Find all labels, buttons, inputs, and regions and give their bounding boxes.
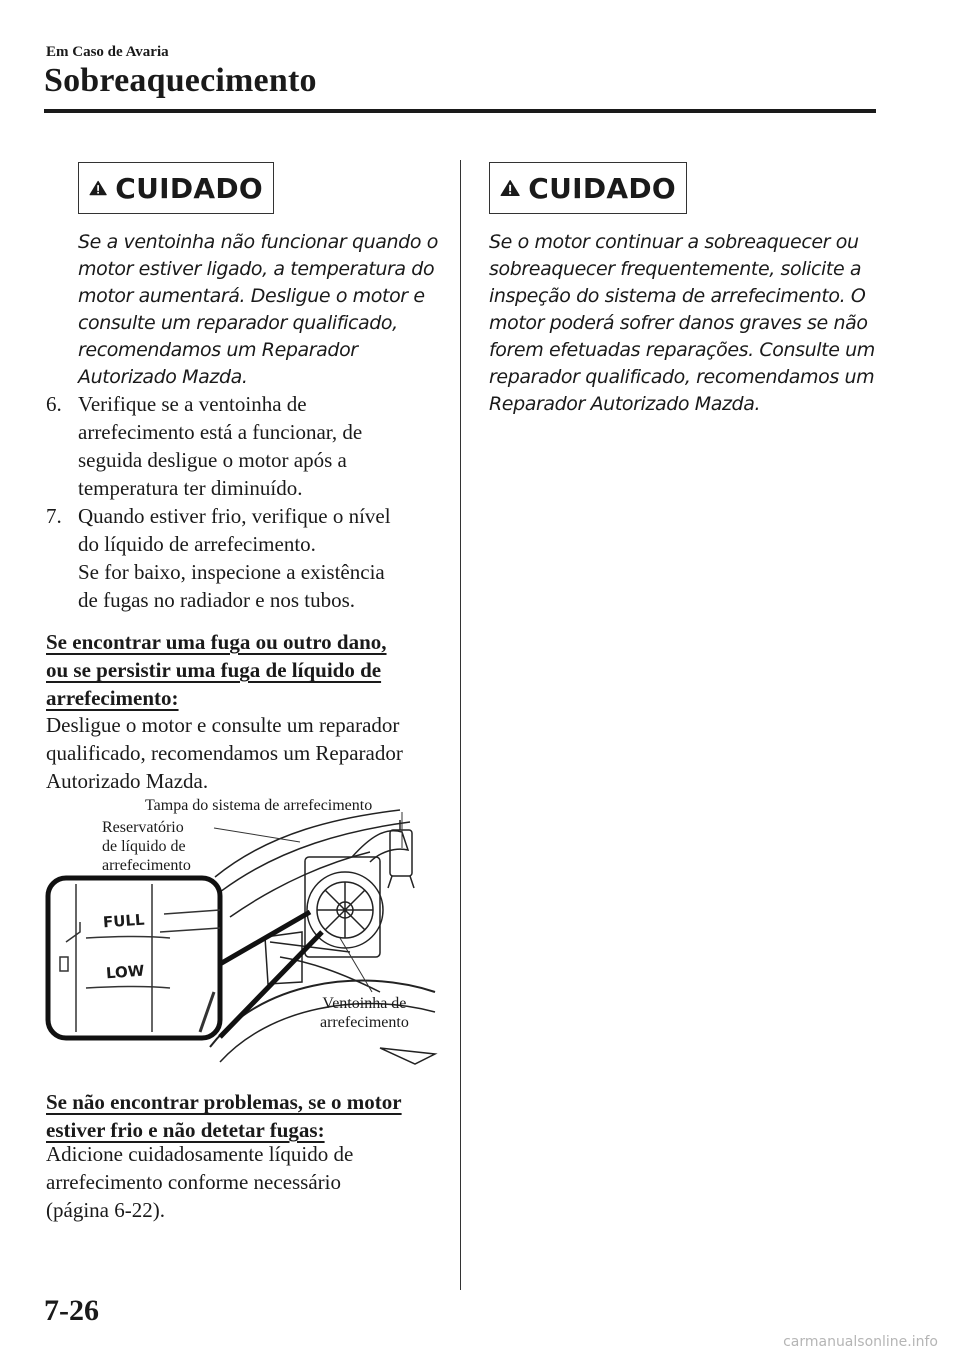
steps-list bbox=[46, 390, 446, 614]
subheading-line: Se não encontrar problemas, se o motor bbox=[46, 1090, 402, 1114]
header-rule bbox=[44, 109, 876, 113]
warning-triangle-icon bbox=[500, 172, 520, 204]
column-divider bbox=[460, 160, 461, 1290]
step-line: temperatura ter diminuído. bbox=[78, 476, 303, 500]
caution-line: motor aumentará. Desligue o motor e bbox=[78, 285, 425, 307]
step-line: de fugas no radiador e nos tubos. bbox=[78, 588, 356, 612]
caution-line: motor estiver ligado, a temperatura do bbox=[78, 258, 435, 280]
step-number: 6. bbox=[46, 392, 62, 416]
step-line: do líquido de arrefecimento. bbox=[78, 532, 316, 556]
paragraph-line: Desligue o motor e consulte um reparador bbox=[46, 713, 400, 737]
caution-line: sobreaquecer frequentemente, solicite a bbox=[489, 258, 862, 280]
callout-cap: Tampa do sistema de arrefecimento bbox=[145, 797, 373, 814]
caution-line: reparador qualificado, recomendamos um bbox=[489, 366, 875, 388]
callout-fan bbox=[320, 994, 409, 1032]
warning-triangle-icon bbox=[89, 172, 107, 204]
subheading-leak bbox=[46, 628, 387, 712]
caution-line: inspeção do sistema de arrefecimento. O bbox=[489, 285, 866, 307]
step-line: arrefecimento está a funcionar, de bbox=[78, 420, 363, 444]
level-low-marker: LOW bbox=[105, 961, 145, 983]
subheading-line: estiver frio e não detetar fugas: bbox=[46, 1118, 325, 1142]
caution-line: recomendamos um Reparador bbox=[78, 339, 358, 361]
caution-label: CUIDADO bbox=[528, 171, 676, 205]
paragraph-leak bbox=[46, 711, 403, 795]
paragraph-line: Autorizado Mazda. bbox=[46, 769, 209, 793]
engine-bay-illustration bbox=[40, 792, 440, 1082]
paragraph-line: Adicione cuidadosamente líquido de bbox=[46, 1142, 354, 1166]
callout-line: arrefecimento bbox=[320, 1014, 409, 1031]
callout-line: Ventoinha de bbox=[322, 995, 407, 1012]
step-line: seguida desligue o motor após a bbox=[78, 448, 347, 472]
step-line: Se for baixo, inspecione a existência bbox=[78, 560, 385, 584]
paragraph-line: qualificado, recomendamos um Reparador bbox=[46, 741, 403, 765]
caution-line: forem efetuadas reparações. Consulte um bbox=[489, 339, 875, 361]
caution-line: Reparador Autorizado Mazda. bbox=[489, 393, 761, 415]
step-7 bbox=[46, 502, 446, 614]
subheading-line: arrefecimento: bbox=[46, 686, 179, 710]
page-title: Sobreaquecimento bbox=[44, 62, 317, 99]
callout-line: de líquido de bbox=[102, 838, 186, 855]
caution-text-1 bbox=[78, 229, 438, 391]
callout-reservoir bbox=[102, 818, 191, 875]
level-full-marker: FULL bbox=[102, 910, 146, 932]
paragraph-line: arrefecimento conforme necessário bbox=[46, 1170, 342, 1194]
caution-line: consulte um reparador qualificado, bbox=[78, 312, 398, 334]
step-line: Quando estiver frio, verifique o nível bbox=[78, 504, 391, 528]
caution-text-2 bbox=[489, 229, 875, 418]
caution-line: Autorizado Mazda. bbox=[78, 366, 248, 388]
caution-line: Se a ventoinha não funcionar quando o bbox=[78, 231, 438, 253]
subheading-line: Se encontrar uma fuga ou outro dano, bbox=[46, 630, 387, 654]
callout-line: Reservatório bbox=[102, 819, 184, 836]
caution-line: Se o motor continuar a sobreaquecer ou bbox=[489, 231, 859, 253]
paragraph-add-coolant bbox=[46, 1140, 353, 1224]
caution-label: CUIDADO bbox=[115, 171, 263, 205]
step-6 bbox=[46, 390, 446, 502]
watermark: carmanualsonline.info bbox=[783, 1334, 938, 1350]
caution-box-1 bbox=[78, 162, 274, 214]
paragraph-line: (página 6-22). bbox=[46, 1198, 165, 1222]
step-number: 7. bbox=[46, 504, 62, 528]
subheading-no-problems bbox=[46, 1088, 402, 1144]
section-label: Em Caso de Avaria bbox=[46, 44, 169, 60]
subheading-line: ou se persistir uma fuga de líquido de bbox=[46, 658, 382, 682]
page-number: 7-26 bbox=[44, 1294, 99, 1327]
callout-line: arrefecimento bbox=[102, 857, 191, 874]
caution-line: motor poderá sofrer danos graves se não bbox=[489, 312, 868, 334]
caution-box-2 bbox=[489, 162, 687, 214]
step-line: Verifique se a ventoinha de bbox=[78, 392, 307, 416]
